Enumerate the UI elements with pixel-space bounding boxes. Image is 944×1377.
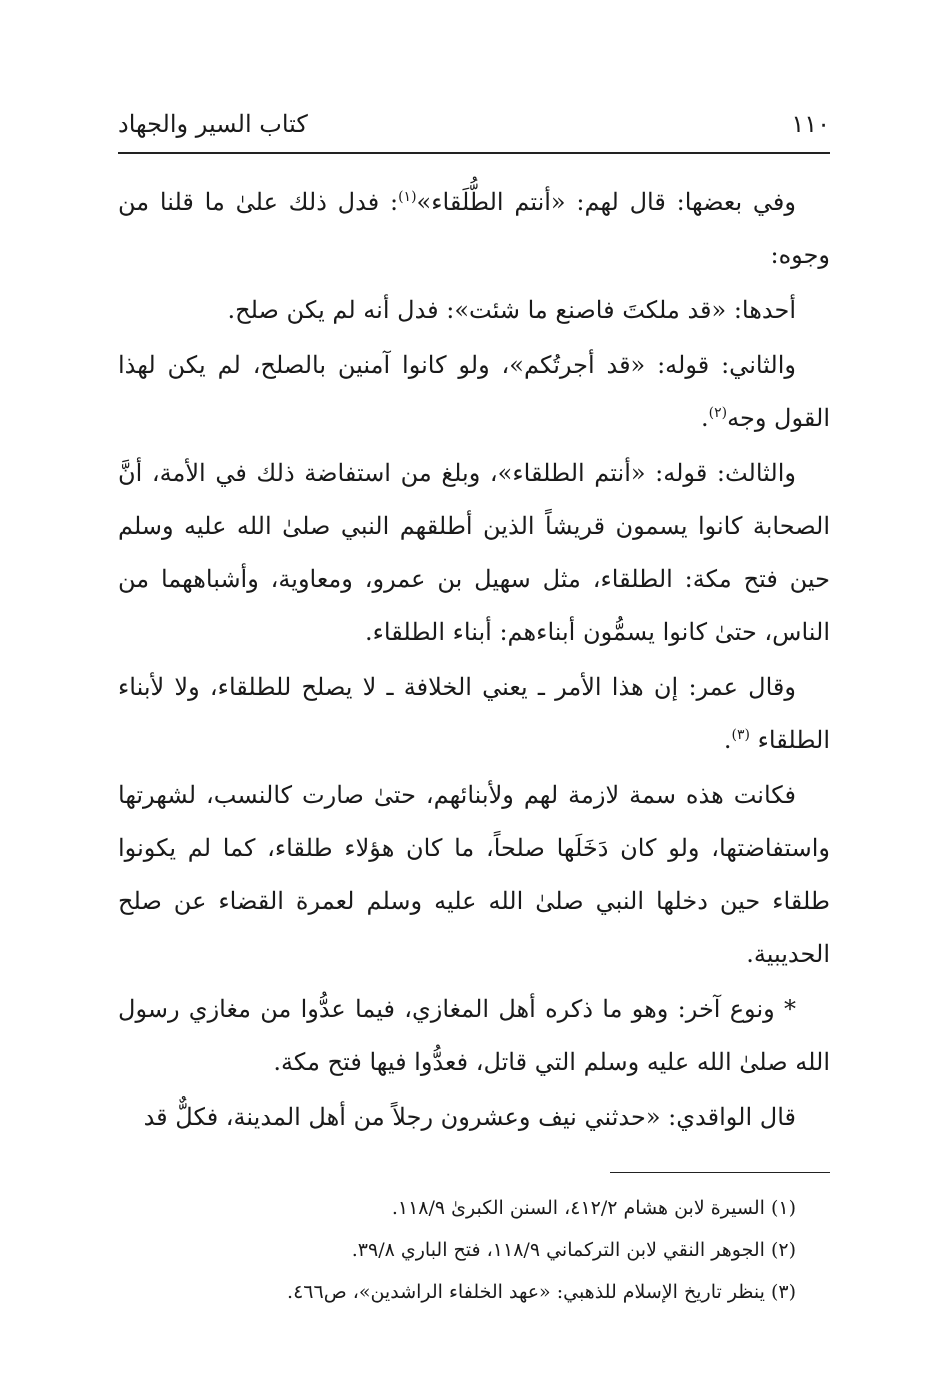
paragraph-8: قال الواقدي: «حدثني نيف وعشرون رجلاً من أهل المدينة، فكلٌّ قد bbox=[143, 1103, 796, 1131]
paragraph-5-continuation: . bbox=[723, 726, 732, 754]
paragraph-6: فكانت هذه سمة لازمة لهم ولأبنائهم، حتىٰ صارت كالنسب، لشهرتها واستفاضتها، ولو كان دَخَلَها صلحاً، ما كان هؤلاء طلقاء، كما لم يكونوا طلقاء حين دخلها النبي صلىٰ الله عليه وسلم لعمرة القضاء عن صلح الحديبية. bbox=[118, 781, 830, 968]
main-text bbox=[118, 176, 830, 1144]
paragraph-4: والثالث: قوله: «أنتم الطلقاء»، وبلغ من استفاضة ذلك في الأمة، أنَّ الصحابة كانوا يسمون قريشاً الذين أطلقهم النبي صلىٰ الله عليه وسلم حين فتح مكة: الطلقاء، مثل سهيل بن عمرو، ومعاوية، وأشباههما من الناس، حتىٰ كانوا يسمُّون أبناءهم: أبناء الطلقاء. bbox=[118, 459, 830, 646]
paragraph-3 bbox=[118, 339, 830, 445]
running-header bbox=[118, 110, 830, 150]
footnote-ref-1: (١) bbox=[398, 189, 417, 205]
footnote-3: (٣) ينظر تاريخ الإسلام للذهبي: «عهد الخلفاء الراشدين»، ص٤٦٦. bbox=[287, 1281, 796, 1303]
footnote-1: (١) السيرة لابن هشام ٤١٢/٢، السنن الكبرىٰ ١١٨/٩. bbox=[391, 1197, 796, 1219]
running-title: كتاب السير والجهاد bbox=[118, 110, 308, 138]
paragraph-3-continuation: . bbox=[701, 404, 709, 432]
paragraph-2: أحدها: «قد ملكتَ فاصنع ما شئت»: فدل أنه لم يكن صلح. bbox=[227, 296, 796, 324]
footnote-2: (٢) الجوهر النقي لابن التركماني ١١٨/٩، فتح الباري ٣٩/٨. bbox=[351, 1239, 796, 1261]
paragraph-1-text: وفي بعضها: قال لهم: «أنتم الطُّلَقاء» bbox=[416, 188, 796, 216]
paragraph-5-text: وقال عمر: إن هذا الأمر ـ يعني الخلافة ـ لا يصلح للطلقاء، ولا لأبناء الطلقاء bbox=[118, 673, 830, 754]
paragraph-7: * ونوع آخر: وهو ما ذكره أهل المغازي، فيما عدُّوا من مغازي رسول الله صلىٰ الله عليه وسلم التي قاتل، فعدُّوا فيها فتح مكة. bbox=[118, 995, 830, 1076]
paragraph-3-text: والثاني: قوله: «قد أجرتُكم»، ولو كانوا آمنين بالصلح، لم يكن لهذا القول وجه bbox=[118, 351, 830, 432]
footnote-ref-3: (٣) bbox=[731, 727, 751, 743]
paragraph-1-continuation: : فدل ذلك علىٰ ما قلنا من وجوه: bbox=[118, 188, 830, 269]
paragraph-5 bbox=[118, 661, 830, 767]
footnote-separator bbox=[610, 1172, 830, 1173]
paragraph-1 bbox=[118, 176, 830, 282]
page-number: ١١٠ bbox=[791, 110, 830, 138]
footnote-ref-2: (٢) bbox=[708, 405, 728, 421]
header-rule bbox=[118, 152, 830, 154]
book-page bbox=[118, 110, 830, 1313]
footnotes bbox=[118, 1187, 830, 1313]
